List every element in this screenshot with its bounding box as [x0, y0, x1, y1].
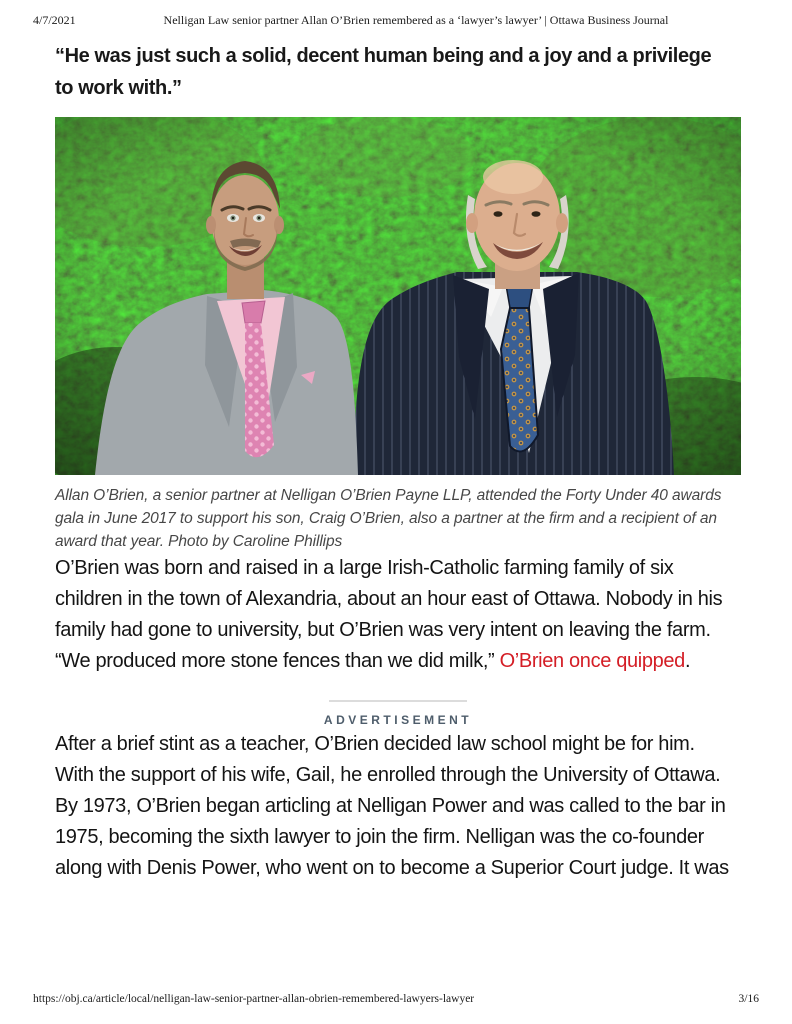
quote-attribution-link[interactable]: O’Brien once quipped: [499, 650, 685, 672]
print-header: [33, 13, 759, 28]
print-footer: [33, 993, 759, 1005]
print-footer-url: https://obj.ca/article/local/nelligan-law-senior-partner-allan-obrien-remembered-lawyers-lawyer: [33, 993, 475, 1005]
print-header-title: Nelligan Law senior partner Allan O’Brien remembered as a ‘lawyer’s lawyer’ | Ottawa Business Journal: [163, 13, 669, 27]
article-paragraph-3: By 1973, O’Brien began articling at Nelligan Power and was called to the bar in 1975, becoming the sixth lawyer to join the firm. Nelligan was the co-founder along with Denis Power, who went on to become a Superior Court judge. It was: [55, 795, 729, 879]
pull-quote: “He was just such a solid, decent human being and a joy and a privilege to work with.”: [55, 45, 712, 99]
photo-caption: Allan O’Brien, a senior partner at Nelligan O’Brien Payne LLP, attended the Forty Under 40 awards gala in June 2017 to support his son, Craig O’Brien, also a partner at the firm and a recipient of an award that year. Photo by Caroline Phillips: [55, 487, 722, 550]
quote-sentence-lead: “We produced more stone fences than we did milk,”: [55, 650, 500, 672]
article-photo: [55, 117, 741, 475]
advertisement-divider: [329, 700, 467, 702]
print-page-number: 3/16: [738, 993, 759, 1005]
article-figure: [55, 117, 741, 553]
article-paragraph-1: O’Brien was born and raised in a large Irish-Catholic farming family of six children in the town of Alexandria, about an hour east of Ottawa. Nobody in his family had gone to university, but O’Brien was very intent on leaving the farm.: [55, 557, 723, 641]
article-paragraph-2: After a brief stint as a teacher, O’Brien decided law school might be for him. With the support of his wife, Gail, he enrolled through the University of Ottawa.: [55, 733, 721, 786]
advertisement-label: ADVERTISEMENT: [323, 713, 473, 727]
quote-sentence-end: .: [684, 650, 691, 672]
advertisement-banner: [55, 700, 741, 729]
article-content: [55, 40, 741, 884]
print-date: 4/7/2021: [33, 13, 76, 27]
photo-illustration: [55, 117, 741, 475]
article-quote-sentence: [55, 646, 737, 677]
